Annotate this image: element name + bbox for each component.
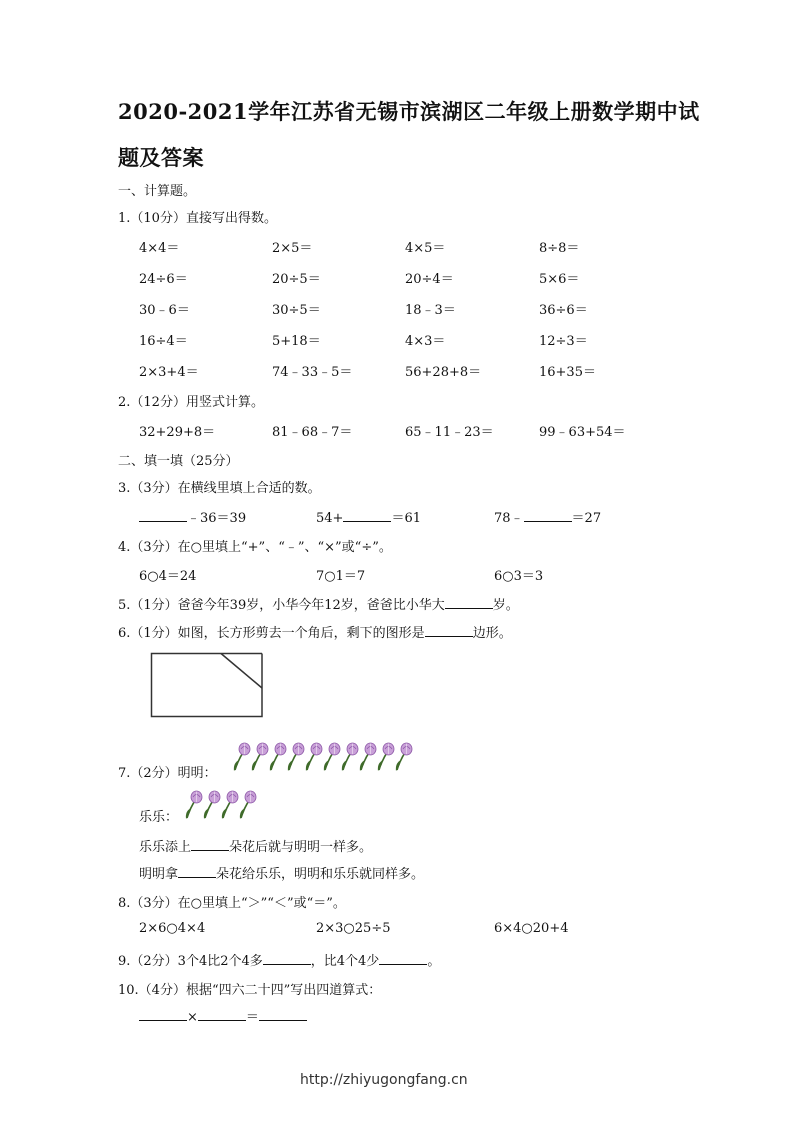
q1-item: 12÷3＝ xyxy=(539,334,588,349)
tulip-icon xyxy=(232,742,251,772)
q4-item: 7○1＝7 xyxy=(316,569,366,584)
answer-blank[interactable] xyxy=(425,622,473,637)
q1-item: 30﹣6＝ xyxy=(139,303,190,318)
answer-blank[interactable] xyxy=(379,950,427,965)
q3-item-c: 78﹣ ＝27 xyxy=(494,507,601,526)
q10-heading: 10.（4分）根据“四六二十四”写出四道算式： xyxy=(118,983,382,998)
answer-blank[interactable] xyxy=(191,836,229,851)
tulip-icon xyxy=(304,742,323,772)
tulip-icon xyxy=(268,742,287,772)
q7-ming-label: 7.（2分）明明： xyxy=(118,766,217,781)
tulip-icon xyxy=(340,742,359,772)
tulip-icon xyxy=(250,742,269,772)
q8-item: 2×3○25÷5 xyxy=(316,921,391,936)
q7-line1: 乐乐添上 朵花后就与明明一样多。 xyxy=(139,836,372,855)
doc-title-line2: 题及答案 xyxy=(118,145,204,170)
q1-item: 24÷6＝ xyxy=(139,272,188,287)
section-heading-1: 一、计算题。 xyxy=(118,184,197,199)
ming-flowers xyxy=(232,742,412,772)
answer-blank[interactable] xyxy=(259,1006,307,1021)
answer-blank[interactable] xyxy=(198,1006,246,1021)
q1-item: 18﹣3＝ xyxy=(405,303,456,318)
q1-item: 2×5＝ xyxy=(272,241,313,256)
tulip-icon xyxy=(202,790,221,820)
q1-item: 20÷5＝ xyxy=(272,272,321,287)
section-heading-2: 二、填一填（25分） xyxy=(118,454,239,469)
tulip-icon xyxy=(322,742,341,772)
q4-heading: 4.（3分）在○里填上“+”、“﹣”、“×”或“÷”。 xyxy=(118,540,392,555)
rectangle-outline xyxy=(152,654,263,717)
q8-heading: 8.（3分）在○里填上“＞”“＜”或“＝”。 xyxy=(118,896,346,911)
tulip-icon xyxy=(358,742,377,772)
q2-item: 32+29+8＝ xyxy=(139,425,216,440)
q2-item: 81﹣68﹣7＝ xyxy=(272,425,353,440)
tulip-icon xyxy=(220,790,239,820)
answer-blank[interactable] xyxy=(263,950,311,965)
q8-item: 6×4○20+4 xyxy=(494,921,569,936)
q2-item: 65﹣11﹣23＝ xyxy=(405,425,494,440)
q4-item: 6○3＝3 xyxy=(494,569,544,584)
q1-item: 5×6＝ xyxy=(539,272,580,287)
answer-blank[interactable] xyxy=(524,507,572,522)
q4-item: 6○4＝24 xyxy=(139,569,197,584)
q1-item: 4×5＝ xyxy=(405,241,446,256)
tulip-icon xyxy=(184,790,203,820)
q1-item: 16÷4＝ xyxy=(139,334,188,349)
q1-item: 4×4＝ xyxy=(139,241,180,256)
q1-item: 5+18＝ xyxy=(272,334,321,349)
q1-item: 20÷4＝ xyxy=(405,272,454,287)
tulip-icon xyxy=(394,742,413,772)
q3-heading: 3.（3分）在横线里填上合适的数。 xyxy=(118,481,321,496)
q7-le-label: 乐乐： xyxy=(139,810,179,825)
q1-item: 74﹣33﹣5＝ xyxy=(272,365,353,380)
answer-blank[interactable] xyxy=(343,507,391,522)
q1-item: 56+28+8＝ xyxy=(405,365,482,380)
le-flowers xyxy=(184,790,256,820)
q1-item: 16+35＝ xyxy=(539,365,596,380)
answer-blank[interactable] xyxy=(178,863,216,878)
q3-item-b: 54+ ＝61 xyxy=(316,507,421,526)
q1-item: 2×3+4＝ xyxy=(139,365,199,380)
q1-item: 30÷5＝ xyxy=(272,303,321,318)
q5-line: 5.（1分）爸爸今年39岁，小华今年12岁，爸爸比小华大 岁。 xyxy=(118,594,519,613)
tulip-icon xyxy=(238,790,257,820)
q3-item-a: ﹣36＝39 xyxy=(139,507,246,526)
q7-line2: 明明拿 朵花给乐乐，明明和乐乐就同样多。 xyxy=(139,863,424,882)
answer-blank[interactable] xyxy=(139,1006,187,1021)
q8-item: 2×6○4×4 xyxy=(139,921,206,936)
cut-rectangle-figure xyxy=(150,652,265,719)
q6-line: 6.（1分）如图，长方形剪去一个角后，剩下的图形是 边形。 xyxy=(118,622,512,641)
answer-blank[interactable] xyxy=(445,594,493,609)
q10-equation: × ＝ xyxy=(139,1006,307,1025)
cut-edge xyxy=(221,654,262,689)
q1-heading: 1.（10分）直接写出得数。 xyxy=(118,211,277,226)
footer-url: http://zhiyugongfang.cn xyxy=(300,1072,468,1088)
q1-item: 8÷8＝ xyxy=(539,241,580,256)
answer-blank[interactable] xyxy=(139,507,187,522)
doc-title-line1: 2020-2021学年江苏省无锡市滨湖区二年级上册数学期中试 xyxy=(118,99,700,124)
q2-item: 99﹣63+54＝ xyxy=(539,425,626,440)
q2-heading: 2.（12分）用竖式计算。 xyxy=(118,395,264,410)
q9-line: 9.（2分）3个4比2个4多 ，比4个4少 。 xyxy=(118,950,440,969)
q1-item: 4×3＝ xyxy=(405,334,446,349)
q1-item: 36÷6＝ xyxy=(539,303,588,318)
tulip-icon xyxy=(286,742,305,772)
tulip-icon xyxy=(376,742,395,772)
